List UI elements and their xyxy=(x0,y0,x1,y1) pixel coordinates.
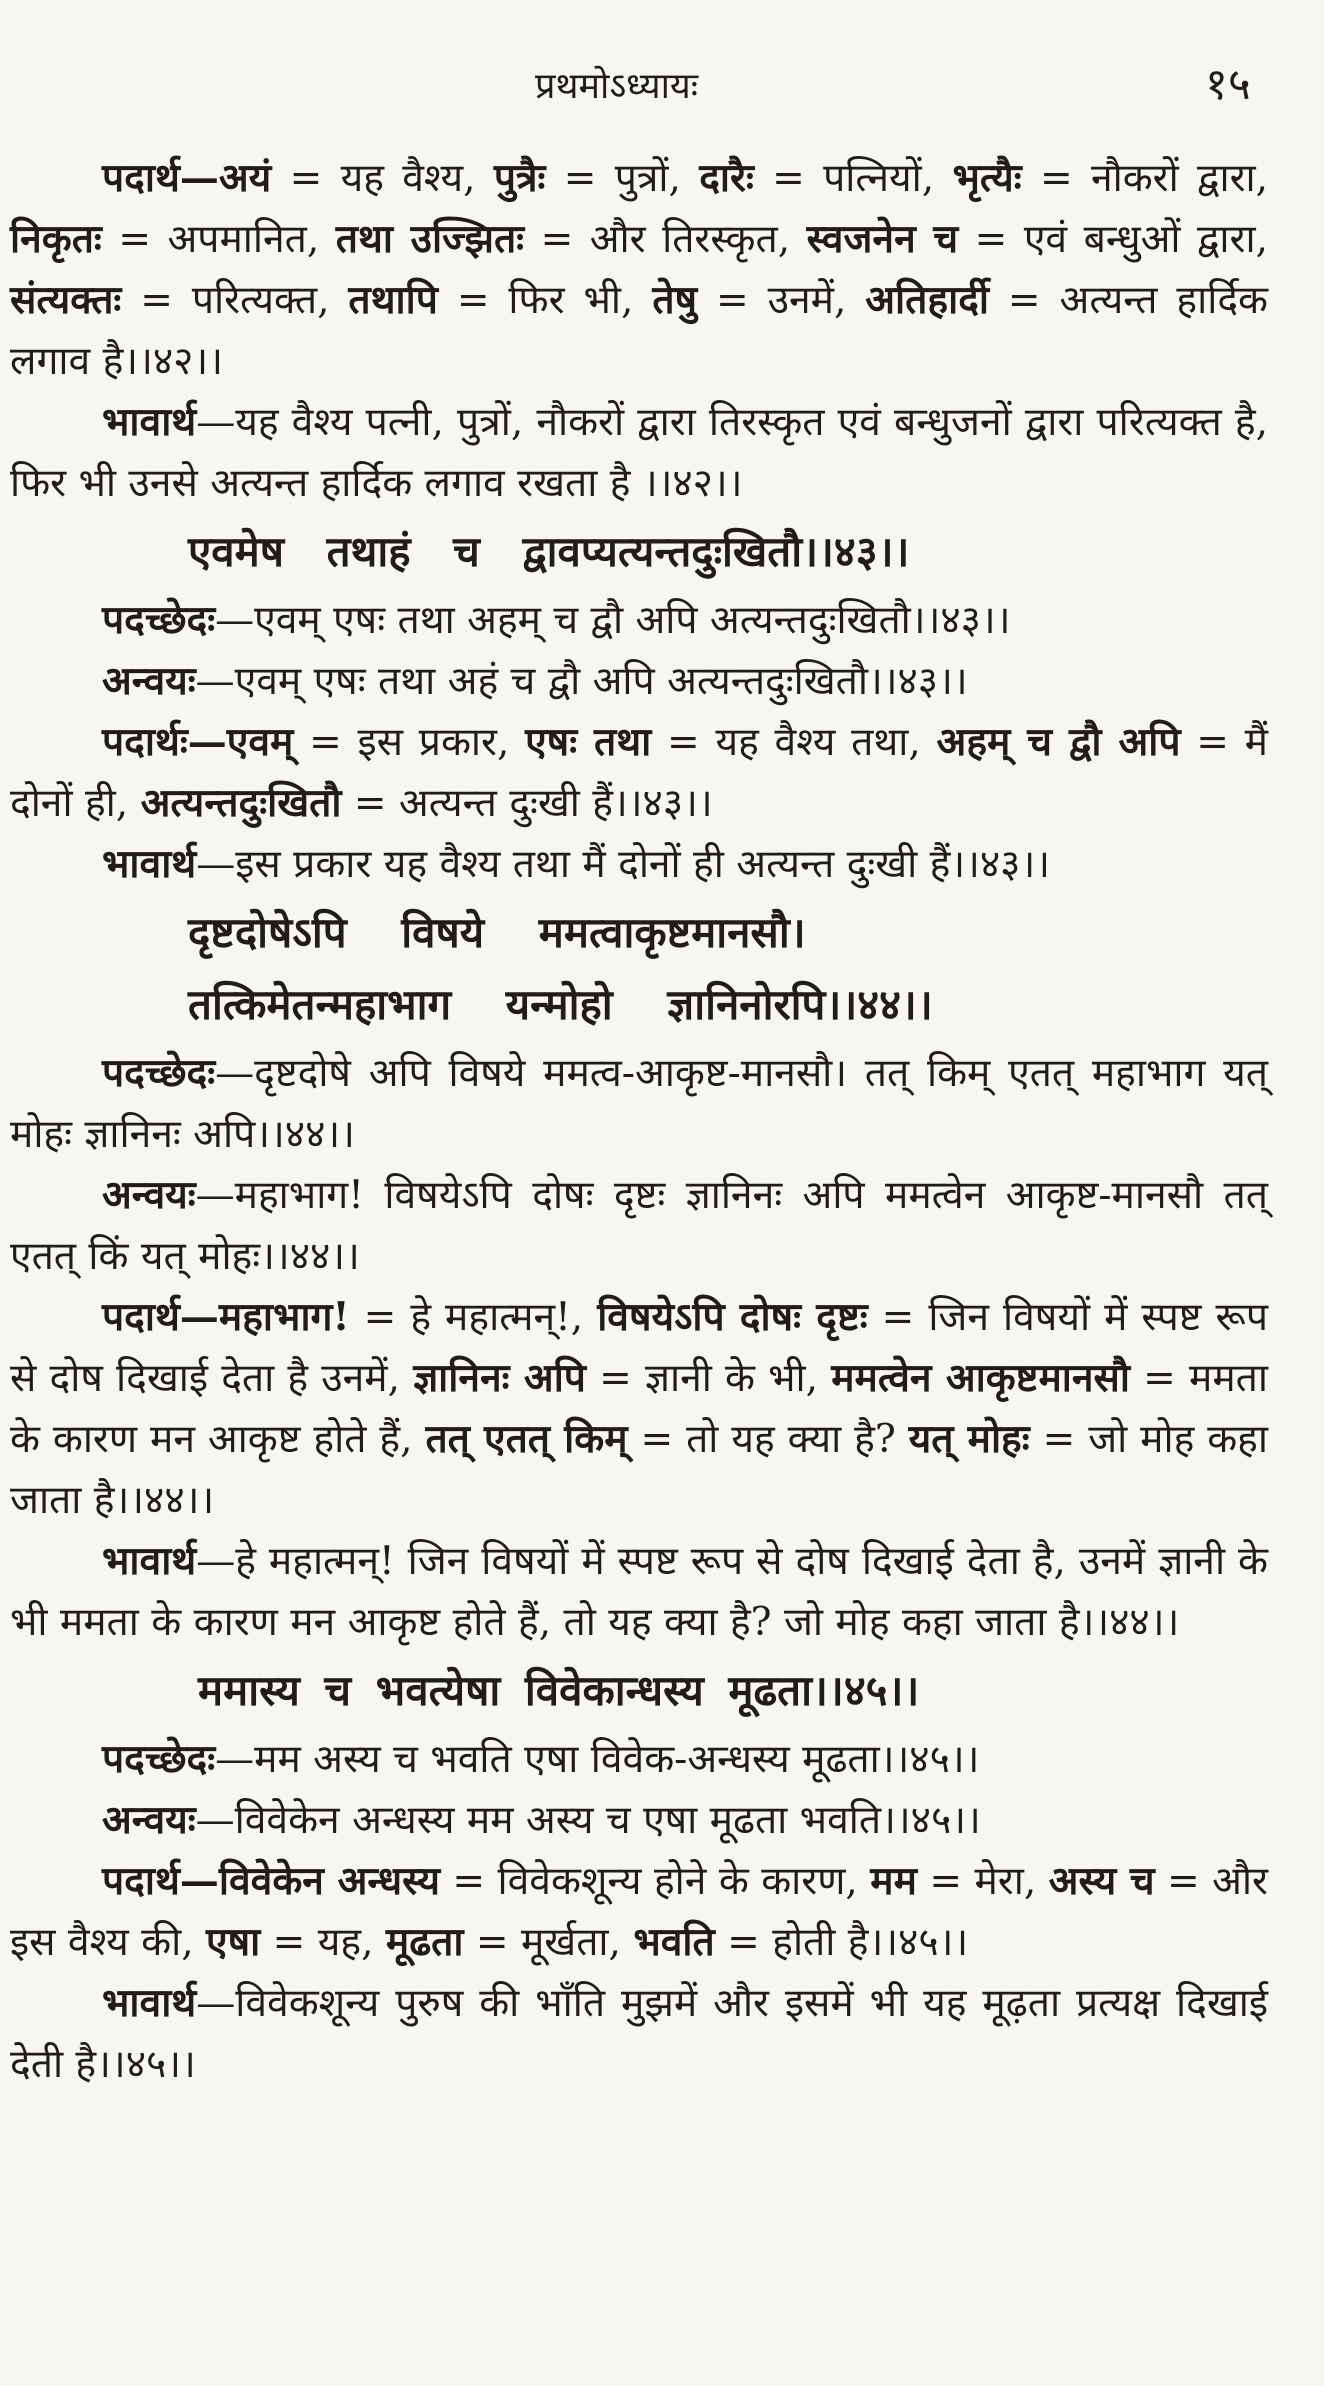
bold-term: भावार्थ xyxy=(102,1538,197,1584)
text-segment: = यह, xyxy=(260,1920,386,1965)
text-segment: = और इस वैश्य की, xyxy=(10,1859,1269,1965)
text-paragraph xyxy=(10,1790,1268,1851)
bold-term: पदच्छेदः xyxy=(102,597,216,643)
text-paragraph xyxy=(10,1729,1268,1790)
bold-term: पदार्थ— xyxy=(102,155,219,201)
bold-term: ममत्वेन आकृष्टमानसौ xyxy=(831,1355,1130,1401)
text-paragraph xyxy=(10,590,1268,651)
bold-term: ममास्य च भवत्येषा विवेकान्धस्य मूढता।।४५।। xyxy=(198,1666,920,1715)
bold-term: दारैः xyxy=(699,155,754,201)
text-segment: = अपमानित, xyxy=(101,217,336,262)
text-paragraph xyxy=(10,1165,1268,1287)
page-body xyxy=(10,148,1268,2095)
verse-line xyxy=(10,971,1268,1039)
bold-term: अत्यन्तदुःखितौ xyxy=(140,780,342,826)
text-segment: —मम अस्य च भवति एषा विवेक-अन्धस्य मूढता।।४५।। xyxy=(215,1737,980,1782)
text-segment: = जिन विषयों में स्पष्ट रूप से दोष दिखाई देता है उनमें, xyxy=(10,1295,1268,1401)
text-segment: = मूर्खता, xyxy=(463,1920,634,1965)
text-segment: = पुत्रों, xyxy=(545,156,700,201)
chapter-title: प्रथमोऽध्यायः xyxy=(535,66,699,107)
text-segment: = परित्यक्त, xyxy=(121,278,349,323)
bold-term: भावार्थ xyxy=(102,841,197,887)
bold-term: एषा xyxy=(206,1919,261,1965)
bold-term: दृष्टदोषेऽपि विषये ममत्वाकृष्टमानसौ। xyxy=(188,908,806,957)
verse-line xyxy=(10,1657,1268,1725)
text-paragraph xyxy=(10,1973,1268,2095)
text-segment: = मेरा, xyxy=(916,1859,1049,1904)
text-segment: = अत्यन्त हार्दिक लगाव है।।४२।। xyxy=(10,278,1268,384)
page-number: १५ xyxy=(1205,59,1251,110)
verse-line xyxy=(10,518,1268,586)
text-paragraph xyxy=(10,651,1268,712)
text-paragraph xyxy=(10,1287,1268,1531)
verse-line xyxy=(10,899,1268,967)
page-header xyxy=(0,52,1324,112)
bold-term: एषः तथा xyxy=(525,719,652,765)
text-segment: = हे महात्मन्!, xyxy=(349,1295,598,1340)
text-segment: = अत्यन्त दुःखी हैं।।४३।। xyxy=(341,781,713,826)
text-segment: —इस प्रकार यह वैश्य तथा मैं दोनों ही अत्यन्त दुःखी हैं।।४३।। xyxy=(196,842,1051,887)
text-paragraph xyxy=(10,712,1268,834)
text-segment: = यह वैश्य, xyxy=(271,156,494,201)
bold-term: मम xyxy=(870,1858,917,1904)
text-segment: = ममता के कारण मन आकृष्ट होते हैं, xyxy=(10,1356,1268,1462)
bold-term: अतिहार्दी xyxy=(865,277,990,323)
bold-term: पदार्थ— xyxy=(102,1294,219,1340)
text-segment: = फिर भी, xyxy=(437,278,653,323)
text-segment: —दृष्टदोषे अपि विषये ममत्व-आकृष्ट-मानसौ। तत् किम् एतत् महाभाग यत् मोहः ज्ञानिनः अपि।।४४।। xyxy=(10,1051,1268,1157)
bold-term: अयं xyxy=(218,155,272,201)
text-segment: = यह वैश्य तथा, xyxy=(651,720,937,765)
bold-term: पुत्रैः xyxy=(493,155,546,201)
text-paragraph xyxy=(10,1851,1268,1973)
text-paragraph xyxy=(10,1531,1268,1653)
text-segment: —एवम् एषः तथा अहम् च द्वौ अपि अत्यन्तदुःखितौ।।४३।। xyxy=(215,598,1011,643)
bold-term: तत्किमेतन्महाभाग यन्मोहो ज्ञानिनोरपि।।४४।। xyxy=(188,980,933,1029)
text-segment: —हे महात्मन्! जिन विषयों में स्पष्ट रूप से दोष दिखाई देता है, उनमें ज्ञानी के भी ममता के कारण मन आकृष्ट होते हैं, तो यह क्या है? जो मोह कहा जाता है।।४४।। xyxy=(10,1539,1268,1645)
text-segment: = उनमें, xyxy=(697,278,866,323)
text-segment: = होती है।।४५।। xyxy=(714,1920,969,1965)
bold-term: भावार्थ xyxy=(102,399,197,445)
bold-term: भृत्यैः xyxy=(952,155,1022,201)
bold-term: तथापि xyxy=(348,277,438,323)
text-paragraph xyxy=(10,392,1268,514)
bold-term: संत्यक्तः xyxy=(10,277,122,323)
text-segment: = नौकरों द्वारा, xyxy=(1021,156,1269,201)
bold-term: विवेकेन अन्धस्य xyxy=(218,1858,440,1904)
bold-term: अन्वयः xyxy=(102,658,196,704)
text-segment: = एवं बन्धुओं द्वारा, xyxy=(958,217,1268,262)
bold-term: तेषु xyxy=(652,277,698,323)
text-segment: —यह वैश्य पत्नी, पुत्रों, नौकरों द्वारा तिरस्कृत एवं बन्धुजनों द्वारा परित्यक्त है, फिर भी उनसे अत्यन्त हार्दिक लगाव रखता है ।।४२।। xyxy=(10,400,1268,506)
text-segment: —महाभाग! विषयेऽपि दोषः दृष्टः ज्ञानिनः अपि ममत्वेन आकृष्ट-मानसौ तत् एतत् किं यत् मोहः।।४४।। xyxy=(10,1173,1268,1279)
bold-term: पदार्थ— xyxy=(102,1858,219,1904)
text-paragraph xyxy=(10,834,1268,895)
bold-term: अन्वयः xyxy=(102,1797,196,1843)
bold-term: पदार्थः— xyxy=(102,719,227,765)
bold-term: अस्य च xyxy=(1048,1858,1155,1904)
text-segment: = तो यह क्या है? xyxy=(627,1417,909,1462)
text-segment: = विवेकशून्य होने के कारण, xyxy=(439,1859,871,1904)
text-segment: = पत्नियों, xyxy=(753,156,953,201)
bold-term: ज्ञानिनः अपि xyxy=(413,1355,586,1401)
bold-term: एवम् xyxy=(226,719,294,765)
text-segment: = जो मोह कहा जाता है।।४४।। xyxy=(10,1417,1268,1523)
text-segment: = और तिरस्कृत, xyxy=(524,217,807,262)
text-paragraph xyxy=(10,1043,1268,1165)
bold-term: भवति xyxy=(633,1919,715,1965)
bold-term: अन्वयः xyxy=(102,1172,196,1218)
bold-term: पदच्छेदः xyxy=(102,1050,216,1096)
bold-term: विषयेऽपि दोषः दृष्टः xyxy=(597,1294,868,1340)
bold-term: स्वजनेन च xyxy=(806,216,959,262)
text-paragraph xyxy=(10,148,1268,392)
bold-term: भावार्थ xyxy=(102,1980,197,2026)
text-segment: —विवेकशून्य पुरुष की भाँति मुझमें और इसमें भी यह मूढ़ता प्रत्यक्ष दिखाई देती है।।४५।। xyxy=(10,1981,1268,2087)
bold-term: यत् मोहः xyxy=(908,1416,1030,1462)
bold-term: मूढता xyxy=(385,1919,464,1965)
bold-term: तत् एतत् किम् xyxy=(425,1416,628,1462)
text-segment: = इस प्रकार, xyxy=(293,720,526,765)
bold-term: महाभाग! xyxy=(218,1294,350,1340)
bold-term: तथा उज्झितः xyxy=(335,216,525,262)
text-segment: = मैं दोनों ही, xyxy=(10,720,1268,826)
bold-term: पदच्छेदः xyxy=(102,1736,216,1782)
text-segment: —एवम् एषः तथा अहं च द्वौ अपि अत्यन्तदुःखितौ।।४३।। xyxy=(195,659,968,704)
bold-term: अहम् च द्वौ अपि xyxy=(936,719,1181,765)
bold-term: एवमेष तथाहं च द्वावप्यत्यन्तदुःखितौ।।४३।। xyxy=(188,527,910,576)
text-segment: = ज्ञानी के भी, xyxy=(585,1356,832,1401)
bold-term: निकृतः xyxy=(10,216,102,262)
text-segment: —विवेकेन अन्धस्य मम अस्य च एषा मूढता भवति।।४५।। xyxy=(195,1798,981,1843)
